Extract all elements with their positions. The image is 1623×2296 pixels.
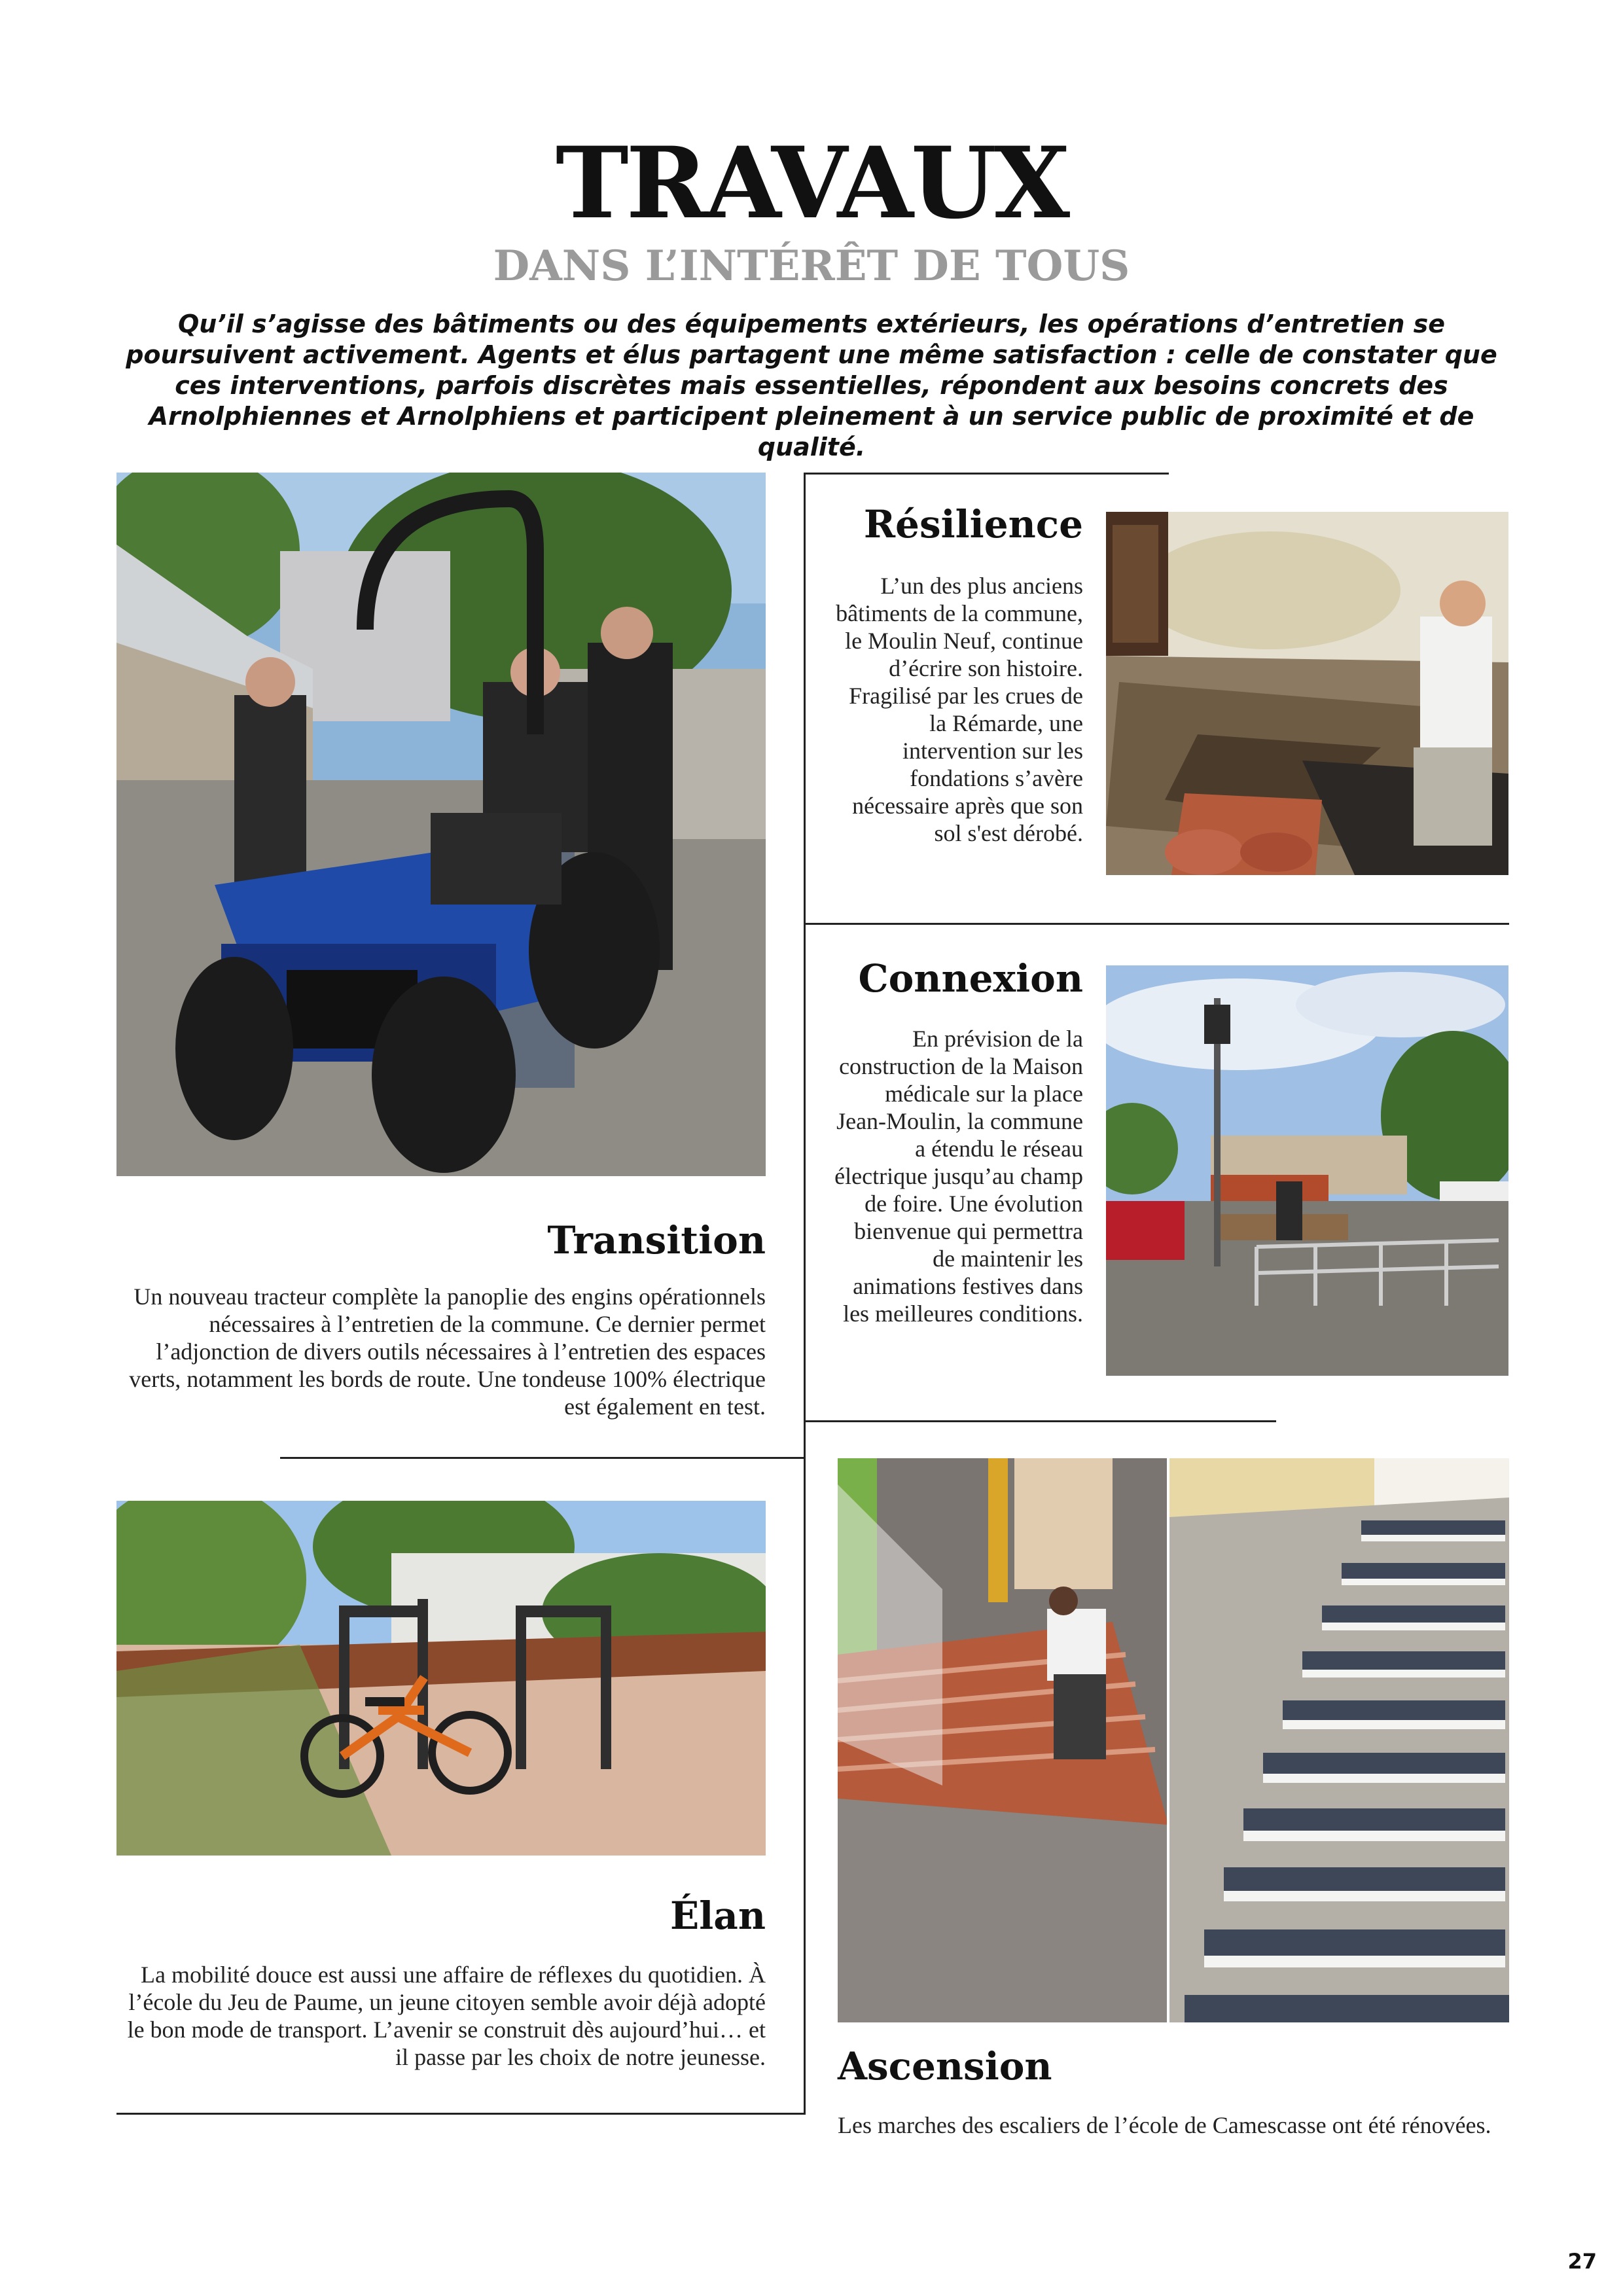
intro-paragraph: Qu’il s’agisse des bâtiments ou des équipements extérieurs, les opérations d’entretien se poursuivent activement. Agents et élus partagent une même satisfaction : celle de constater que ces interventions, parfois discrètes mais essentielles, répondent aux besoins concrets des Arnolphiennes et Arnolphiens et participent pleinement à un service public de proximité et de qualité.: [126, 310, 1497, 461]
resilience-heading: Résilience: [863, 502, 1083, 547]
tractor-photo: [116, 473, 766, 1176]
transition-heading: Transition: [547, 1218, 766, 1263]
elan-heading: Élan: [670, 1893, 766, 1938]
vertical-divider: [804, 473, 806, 2113]
ascension-heading: Ascension: [838, 2044, 1052, 2089]
divider: [804, 923, 1509, 925]
page-number: 27: [1567, 2249, 1597, 2274]
page-title: TRAVAUX: [555, 126, 1068, 241]
page-subtitle: DANS L’INTÉRÊT DE TOUS: [493, 242, 1130, 291]
stairs-photo: [838, 1458, 1509, 2022]
divider: [280, 1457, 805, 1459]
elan-body: La mobilité douce est aussi une affaire de réflexes du quotidien. À l’école du Jeu de Paume, un jeune citoyen semble avoir déjà adopté le bon mode de transport. L’avenir se construit dès aujourd’hui… et il passe par les choix de notre jeunesse.: [127, 1962, 766, 2070]
moulin-foundation-photo: [1106, 512, 1508, 875]
bicycle-photo: [116, 1501, 766, 1856]
divider: [804, 1420, 1276, 1422]
ascension-body: Les marches des escaliers de l’école de Camescasse ont été rénovées.: [838, 2112, 1491, 2138]
divider: [804, 473, 1169, 475]
transition-body: Un nouveau tracteur complète la panoplie des engins opérationnels nécessaires à l’entretien de la commune. Ce dernier permet l’adjonction de divers outils nécessaires à l’entretien des espaces verts, notamment les bords de route. Une tondeuse 100% électrique est également en test.: [129, 1283, 766, 1420]
connexion-body: En prévision de la construction de la Maison médicale sur la place Jean-Moulin, la commune a étendu le réseau électrique jusqu’au champ de foire. Une évolution bienvenue qui permettra de maintenir les animations festives dans les meilleures conditions.: [834, 1026, 1083, 1327]
connexion-heading: Connexion: [858, 956, 1083, 1001]
electrical-network-photo: [1106, 965, 1508, 1376]
resilience-body: L’un des plus anciens bâtiments de la commune, le Moulin Neuf, continue d’écrire son histoire. Fragilisé par les crues de la Rémarde, une intervention sur les fondations s’avère nécessaire après que son sol s'est dérobé.: [836, 573, 1083, 846]
divider: [116, 2113, 806, 2115]
